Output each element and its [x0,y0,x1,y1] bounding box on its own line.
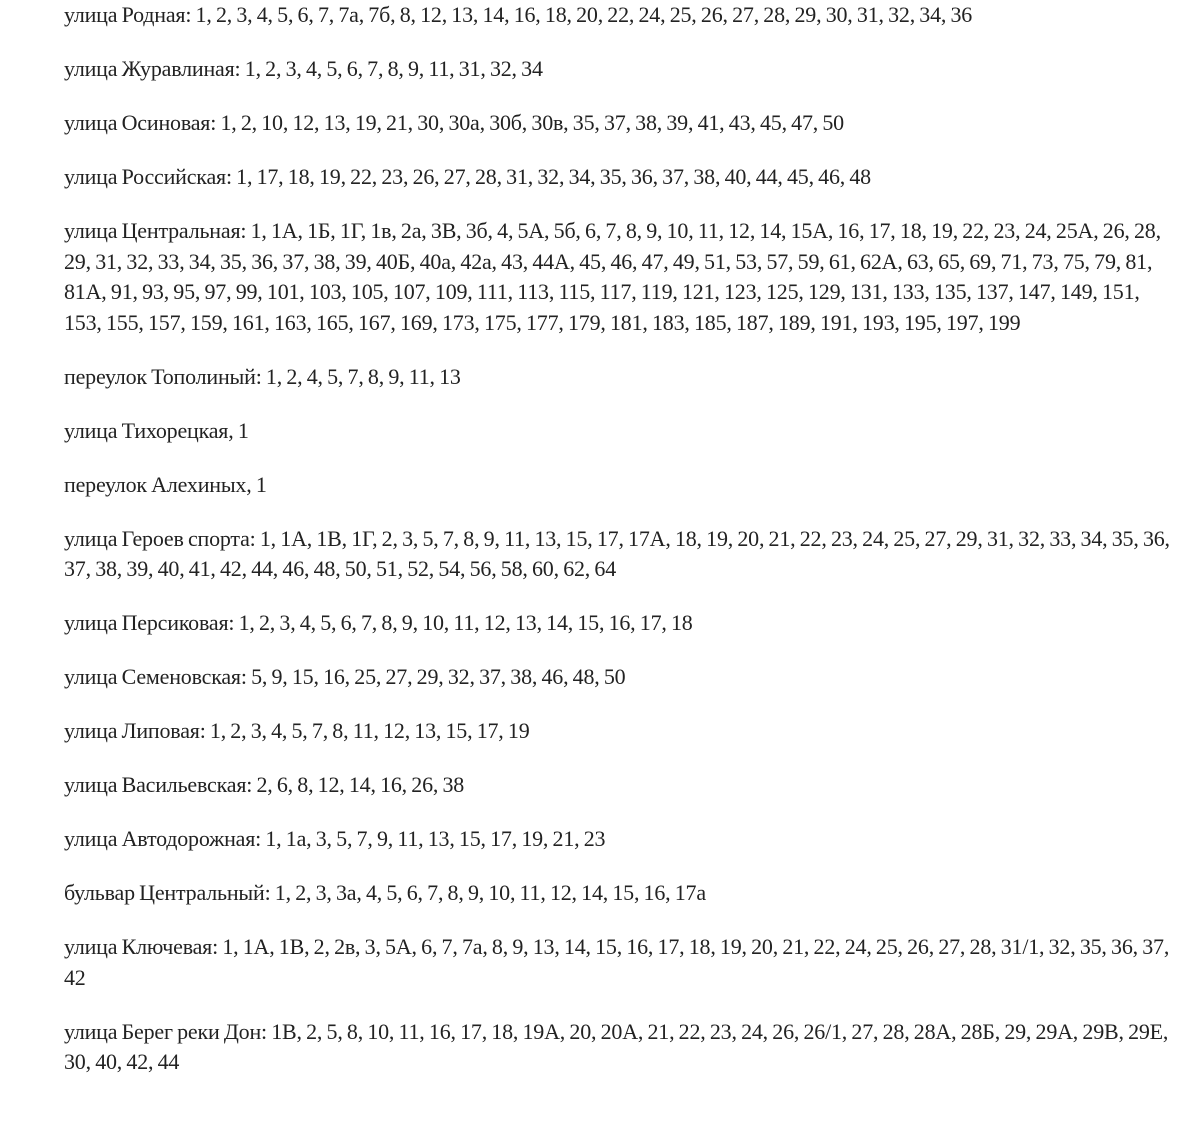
street-name: улица Героев спорта [64,525,250,551]
street-entry-bulvar-tsentralnyy: бульвар Центральный: 1, 2, 3, 3а, 4, 5, 6, 7, 8, 9, 10, 11, 12, 14, 15, 16, 17а [64,880,706,905]
street-entry-bereg-reki-don: улица Берег реки Дон: 1В, 2, 5, 8, 10, 11, 16, 17, 18, 19А, 20, 20А, 21, 22, 23, 24, 26, 26/1, 27, 28, 28А, 28Б, 29, 29А, 29В, 29Е, 30, 40, 42, 44 [64,1018,1169,1074]
house-numbers: 1, 17, 18, 19, 22, 23, 26, 27, 28, 31, 32, 34, 35, 36, 37, 38, 40, 44, 45, 46, 48 [236,164,871,189]
house-numbers: 1, 1А, 1Б, 1Г, 1в, 2а, 3В, 3б, 4, 5А, 5б, 6, 7, 8, 9, 10, 11, 12, 14, 15А, 16, 17, 18, 19, 22, 23, 24, 25А, 26, 28, 29, 31, 32, 33, 34, 35, 36, 37, 38, 39, 40Б, 40а, 42а, 43, 44А, 45, 46, 47, 49, 51, 53, 57, 59, 61, 62А, 63, 65, 69, 71, 73, 75, 79, 81, 81А, 91, 93, 95, 97, 99, 101, 103, 105, 107, 109, 111, 113, 115, 117, 119, 121, 123, 125, 129, 131, 133, 135, 137, 147, 149, 151, 153, 155, 157, 159, 161, 163, 165, 167, 169, 173, 175, 177, 179, 181, 183, 185, 187, 189, 191, 193, 195, 197, 199 [64,218,1161,335]
street-name: улица Берег реки Дон [64,1018,262,1044]
street-entry-alekhinykh [64,470,1174,501]
house-numbers: 1, 2, 3, 3а, 4, 5, 6, 7, 8, 9, 10, 11, 12, 14, 15, 16, 17а [274,880,706,905]
house-numbers: 2, 6, 8, 12, 14, 16, 26, 38 [256,772,465,797]
street-name: улица Васильевская [64,772,247,797]
street-entry-topolinyy: переулок Тополиный: 1, 2, 4, 5, 7, 8, 9, 11, 13 [64,363,461,389]
street-name: переулок Тополиный [64,363,256,389]
house-numbers: 1, 1А, 1В, 2, 2в, 3, 5А, 6, 7, 7а, 8, 9, 13, 14, 15, 16, 17, 18, 19, 20, 21, 22, 24, 25, 26, 27, 28, 31/1, 32, 35, 36, 37, 42 [64,934,1170,990]
street-name: бульвар Центральный [64,880,265,905]
street-name: улица Осиновая [64,110,211,135]
street-name: улица Автодорожная [64,826,256,851]
street-name: улица Журавлиная [64,56,235,81]
house-numbers: 1В, 2, 5, 8, 10, 11, 16, 17, 18, 19А, 20, 20А, 21, 22, 23, 24, 26, 26/1, 27, 28, 28А, 28Б, 29, 29А, 29В, 29Е, 30, 40, 42, 44 [64,1018,1169,1074]
street-entry-semenovskaya: улица Семеновская: 5, 9, 15, 16, 25, 27, 29, 32, 37, 38, 46, 48, 50 [64,664,626,689]
house-numbers: 1, 1а, 3, 5, 7, 9, 11, 13, 15, 17, 19, 21, 23 [265,826,606,851]
house-numbers: 1, 2, 3, 4, 5, 6, 7, 8, 9, 10, 11, 12, 13, 14, 15, 16, 17, 18 [238,610,693,635]
street-text: улица Тихорецкая, 1 [64,417,249,443]
house-numbers: 1, 2, 3, 4, 5, 6, 7, 8, 9, 11, 31, 32, 34 [244,56,543,81]
house-numbers: 1, 2, 3, 4, 5, 7, 8, 11, 12, 13, 15, 17, 19 [209,718,530,743]
street-entry-rossiyskaya: улица Российская: 1, 17, 18, 19, 22, 23, 26, 27, 28, 31, 32, 34, 35, 36, 37, 38, 40, 44, 45, 46, 48 [64,164,871,189]
house-numbers: 1, 2, 10, 12, 13, 19, 21, 30, 30а, 30б, 30в, 35, 37, 38, 39, 41, 43, 45, 47, 50 [220,110,844,135]
street-entry-rodnaya: улица Родная: 1, 2, 3, 4, 5, 6, 7, 7а, 7б, 8, 12, 13, 14, 16, 18, 20, 22, 24, 25, 26, 27, 28, 29, 30, 31, 32, 34, 36 [64,2,973,27]
street-entry-lipovaya: улица Липовая: 1, 2, 3, 4, 5, 7, 8, 11, 12, 13, 15, 17, 19 [64,718,530,743]
street-name: улица Российская [64,164,226,189]
street-entry-avtodorozhnaya: улица Автодорожная: 1, 1а, 3, 5, 7, 9, 11, 13, 15, 17, 19, 21, 23 [64,826,606,851]
street-text: переулок Алехиных, 1 [64,471,267,497]
street-entry-geroev-sporta: улица Героев спорта: 1, 1А, 1В, 1Г, 2, 3, 5, 7, 8, 9, 11, 13, 15, 17, 17А, 18, 19, 20, 21, 22, 23, 24, 25, 27, 29, 31, 32, 33, 34, 35, 36, 37, 38, 39, 40, 41, 42, 44, 46, 48, 50, 51, 52, 54, 56, 58, 60, 62, 64 [64,525,1170,581]
street-name: улица Центральная [64,218,241,243]
street-entry-zhuravlinaya: улица Журавлиная: 1, 2, 3, 4, 5, 6, 7, 8, 9, 11, 31, 32, 34 [64,56,543,81]
street-name: улица Липовая [64,718,200,743]
house-numbers: 1, 2, 4, 5, 7, 8, 9, 11, 13 [265,363,461,389]
address-list [64,0,1174,1078]
street-name: улица Родная [64,2,186,27]
house-numbers: 1, 1А, 1В, 1Г, 2, 3, 5, 7, 8, 9, 11, 13, 15, 17, 17А, 18, 19, 20, 21, 22, 23, 24, 25, 27, 29, 31, 32, 33, 34, 35, 36, 37, 38, 39, 40, 41, 42, 44, 46, 48, 50, 51, 52, 54, 56, 58, 60, 62, 64 [64,525,1170,581]
street-entry-osinovaya: улица Осиновая: 1, 2, 10, 12, 13, 19, 21, 30, 30а, 30б, 30в, 35, 37, 38, 39, 41, 43, 45, 47, 50 [64,110,844,135]
street-name: улица Семеновская [64,664,241,689]
street-entry-vasilevskaya: улица Васильевская: 2, 6, 8, 12, 14, 16, 26, 38 [64,772,465,797]
street-entry-klyuchevaya: улица Ключевая: 1, 1А, 1В, 2, 2в, 3, 5А, 6, 7, 7а, 8, 9, 13, 14, 15, 16, 17, 18, 19, 20, 21, 22, 24, 25, 26, 27, 28, 31/1, 32, 35, 36, 37, 42 [64,934,1170,990]
street-name: улица Персиковая [64,610,229,635]
house-numbers: 1, 2, 3, 4, 5, 6, 7, 7а, 7б, 8, 12, 13, 14, 16, 18, 20, 22, 24, 25, 26, 27, 28, 29, 30, 31, 32, 34, 36 [195,2,973,27]
street-entry-tikhoretskaya [64,416,1174,447]
street-name: улица Ключевая [64,934,213,959]
street-entry-tsentralnaya: улица Центральная: 1, 1А, 1Б, 1Г, 1в, 2а, 3В, 3б, 4, 5А, 5б, 6, 7, 8, 9, 10, 11, 12, 14, 15А, 16, 17, 18, 19, 22, 23, 24, 25А, 26, 28, 29, 31, 32, 33, 34, 35, 36, 37, 38, 39, 40Б, 40а, 42а, 43, 44А, 45, 46, 47, 49, 51, 53, 57, 59, 61, 62А, 63, 65, 69, 71, 73, 75, 79, 81, 81А, 91, 93, 95, 97, 99, 101, 103, 105, 107, 109, 111, 113, 115, 117, 119, 121, 123, 125, 129, 131, 133, 135, 137, 147, 149, 151, 153, 155, 157, 159, 161, 163, 165, 167, 169, 173, 175, 177, 179, 181, 183, 185, 187, 189, 191, 193, 195, 197, 199 [64,218,1161,335]
house-numbers: 5, 9, 15, 16, 25, 27, 29, 32, 37, 38, 46, 48, 50 [251,664,626,689]
street-entry-persikovaya: улица Персиковая: 1, 2, 3, 4, 5, 6, 7, 8, 9, 10, 11, 12, 13, 14, 15, 16, 17, 18 [64,610,693,635]
